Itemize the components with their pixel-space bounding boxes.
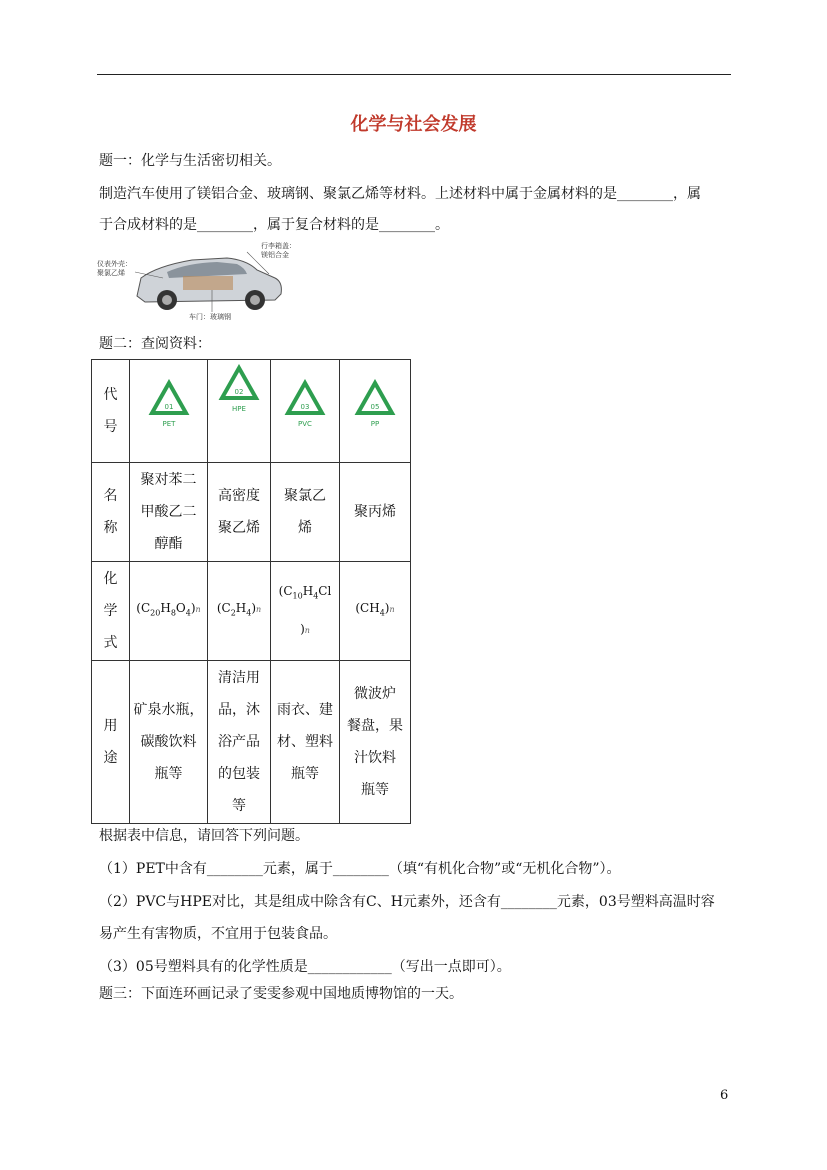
code-abbr: PET (162, 420, 175, 428)
q2-question-1: （1）PET中含有________元素，属于________（填“有机化合物”或“无机化合物”）。 (99, 861, 621, 877)
use-cell: 清洁用 品，沐 浴产品 的包装 等 (208, 661, 271, 824)
name-cell: 高密度 聚乙烯 (208, 463, 271, 562)
table-row-formula (92, 562, 411, 661)
q1-line2: 于合成材料的是________，属于复合材料的是________。 (99, 217, 449, 233)
q2-question-3: （3）05号塑料具有的化学性质是____________（写出一点即可）。 (99, 959, 511, 975)
use-cell: 微波炉 餐盘，果 汁饮料 瓶等 (340, 661, 411, 824)
row-header-name: 名 称 (92, 463, 130, 562)
name-cell: 聚氯乙 烯 (271, 463, 340, 562)
use-cell: 雨衣、建 材、塑料 瓶等 (271, 661, 340, 824)
car-label-door: 车门：玻璃钢 (189, 313, 231, 321)
code-abbr: HPE (232, 405, 246, 413)
row-header-use: 用 途 (92, 661, 130, 824)
code-abbr: PVC (298, 420, 312, 428)
code-cell-hpe (208, 360, 271, 463)
q1-line1: 制造汽车使用了镁铝合金、玻璃钢、聚氯乙烯等材料。上述材料中属于金属材料的是________，属 (99, 186, 701, 202)
formula-cell: $(C_{20}H_8O_4)n$ (130, 562, 208, 661)
formula-cell: ($C_{10}H_4Cl$ )n (271, 562, 340, 661)
code-num: 01 (164, 403, 173, 411)
q1-heading: 题一：化学与生活密切相关。 (99, 153, 281, 169)
q2-question-2b: 易产生有害物质，不宜用于包装食品。 (99, 926, 337, 942)
code-cell-pp (340, 360, 411, 463)
car-label-luggage: 行李箱盖： 镁铝合金 (261, 242, 296, 259)
name-cell: 聚对苯二 甲酸乙二 醇酯 (130, 463, 208, 562)
formula-cell: $(C_2H_4)n$ (208, 562, 271, 661)
page-title: 化学与社会发展 (350, 114, 477, 135)
row-header-formula: 化 学 式 (92, 562, 130, 661)
q2-after: 根据表中信息，请回答下列问题。 (99, 828, 309, 844)
car-illustration (97, 238, 303, 324)
plastics-table (91, 359, 411, 824)
code-abbr: PP (370, 420, 380, 428)
code-num: 02 (234, 388, 244, 396)
formula-cell: $(CH_4)n$ (340, 562, 411, 661)
use-cell: 矿泉水瓶， 碳酸饮料 瓶等 (130, 661, 208, 824)
header-rule (97, 74, 731, 75)
recycle-03-icon (282, 379, 328, 431)
q3-heading: 题三：下面连环画记录了雯雯参观中国地质博物馆的一天。 (99, 986, 463, 1002)
row-header-code: 代 号 (92, 360, 130, 463)
code-num: 05 (370, 403, 380, 411)
q2-heading: 题二：查阅资料： (99, 336, 211, 352)
page-number: 6 (720, 1088, 729, 1103)
recycle-02-icon (216, 364, 262, 416)
name-cell: 聚丙烯 (340, 463, 411, 562)
table-row-use (92, 661, 411, 824)
car-label-dashboard: 仪表外壳： 聚氯乙烯 (97, 260, 132, 277)
table-row-name (92, 463, 411, 562)
recycle-05-icon (352, 379, 398, 431)
code-num: 03 (300, 403, 310, 411)
recycle-01-icon (146, 379, 192, 431)
code-cell-pvc (271, 360, 340, 463)
q2-question-2a: （2）PVC与HPE对比，其是组成中除含有C、H元素外，还含有________元素，03号塑料高温时容 (99, 894, 715, 910)
table-row-code (92, 360, 411, 463)
code-cell-pet (130, 360, 208, 463)
